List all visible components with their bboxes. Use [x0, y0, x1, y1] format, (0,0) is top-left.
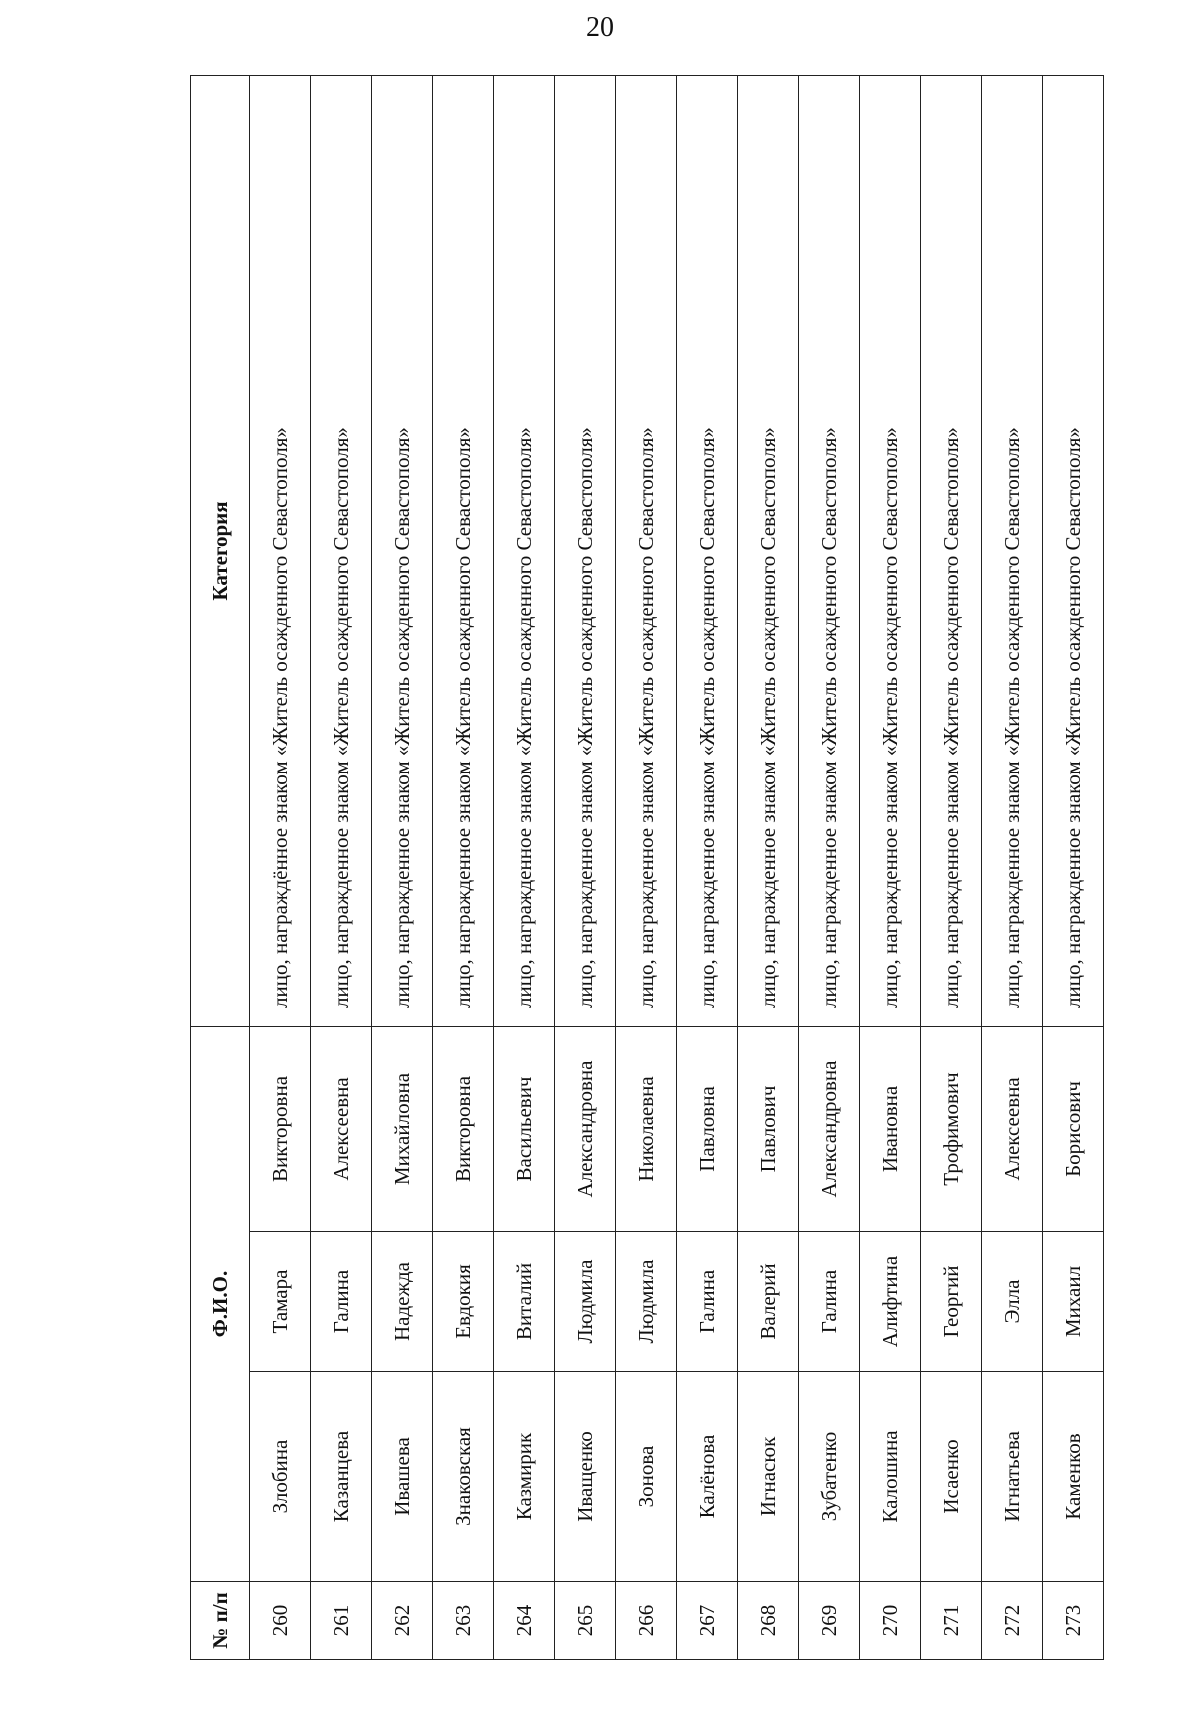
cell-patronymic: Михайловна — [372, 1026, 433, 1231]
cell-patronymic: Александровна — [555, 1026, 616, 1231]
table-row — [311, 75, 372, 1659]
registry-table — [190, 75, 1104, 1660]
table-row — [982, 75, 1043, 1659]
cell-category: лицо, награжденное знаком «Житель осажденного Севастополя» — [860, 75, 921, 1026]
cell-number: 269 — [799, 1582, 860, 1660]
cell-number: 262 — [372, 1582, 433, 1660]
cell-category: лицо, награжденное знаком «Житель осажденного Севастополя» — [372, 75, 433, 1026]
cell-surname: Злобина — [250, 1372, 311, 1582]
cell-patronymic: Трофимович — [921, 1026, 982, 1231]
cell-number: 263 — [433, 1582, 494, 1660]
cell-surname: Иващенко — [555, 1372, 616, 1582]
cell-first-name: Надежда — [372, 1232, 433, 1372]
cell-patronymic: Ивановна — [860, 1026, 921, 1231]
cell-surname: Зубатенко — [799, 1372, 860, 1582]
cell-category: лицо, награжденное знаком «Житель осажденного Севастополя» — [494, 75, 555, 1026]
cell-first-name: Михаил — [1043, 1232, 1104, 1372]
cell-category: лицо, награжденное знаком «Житель осажденного Севастополя» — [555, 75, 616, 1026]
cell-number: 272 — [982, 1582, 1043, 1660]
cell-number: 270 — [860, 1582, 921, 1660]
cell-number: 261 — [311, 1582, 372, 1660]
rotated-table-wrapper — [190, 76, 1103, 1660]
cell-patronymic: Викторовна — [250, 1026, 311, 1231]
cell-category: лицо, награжденное знаком «Житель осажденного Севастополя» — [738, 75, 799, 1026]
table-row — [250, 75, 311, 1659]
cell-category: лицо, награжденное знаком «Житель осажденного Севастополя» — [311, 75, 372, 1026]
cell-category: лицо, награжденное знаком «Житель осажденного Севастополя» — [677, 75, 738, 1026]
table-row — [799, 75, 860, 1659]
cell-surname: Знаковская — [433, 1372, 494, 1582]
cell-patronymic: Павлович — [738, 1026, 799, 1231]
cell-first-name: Галина — [311, 1232, 372, 1372]
header-category: Категория — [191, 75, 250, 1026]
cell-number: 265 — [555, 1582, 616, 1660]
cell-first-name: Алифтина — [860, 1232, 921, 1372]
table-row — [1043, 75, 1104, 1659]
table-row — [860, 75, 921, 1659]
table-row — [372, 75, 433, 1659]
cell-first-name: Евдокия — [433, 1232, 494, 1372]
cell-number: 264 — [494, 1582, 555, 1660]
cell-first-name: Валерий — [738, 1232, 799, 1372]
table-row — [494, 75, 555, 1659]
table-row — [921, 75, 982, 1659]
cell-first-name: Людмила — [616, 1232, 677, 1372]
cell-category: лицо, награжденное знаком «Житель осажденного Севастополя» — [433, 75, 494, 1026]
cell-surname: Зонова — [616, 1372, 677, 1582]
cell-number: 268 — [738, 1582, 799, 1660]
cell-patronymic: Викторовна — [433, 1026, 494, 1231]
cell-number: 273 — [1043, 1582, 1104, 1660]
cell-number: 260 — [250, 1582, 311, 1660]
cell-surname: Калёнова — [677, 1372, 738, 1582]
cell-patronymic: Александровна — [799, 1026, 860, 1231]
cell-patronymic: Павловна — [677, 1026, 738, 1231]
table-header-row — [191, 75, 250, 1659]
cell-surname: Игнатьева — [982, 1372, 1043, 1582]
cell-category: лицо, награжденное знаком «Житель осажденного Севастополя» — [616, 75, 677, 1026]
table-row — [555, 75, 616, 1659]
cell-first-name: Галина — [677, 1232, 738, 1372]
cell-category: лицо, награжденное знаком «Житель осажденного Севастополя» — [799, 75, 860, 1026]
cell-patronymic: Алексеевна — [311, 1026, 372, 1231]
cell-number: 266 — [616, 1582, 677, 1660]
cell-surname: Казмирик — [494, 1372, 555, 1582]
table-row — [738, 75, 799, 1659]
cell-category: лицо, награжденное знаком «Житель осажденного Севастополя» — [982, 75, 1043, 1026]
cell-category: лицо, награжденное знаком «Житель осажденного Севастополя» — [1043, 75, 1104, 1026]
cell-first-name: Людмила — [555, 1232, 616, 1372]
cell-first-name: Тамара — [250, 1232, 311, 1372]
cell-first-name: Галина — [799, 1232, 860, 1372]
cell-number: 271 — [921, 1582, 982, 1660]
cell-surname: Ивашева — [372, 1372, 433, 1582]
cell-first-name: Георгий — [921, 1232, 982, 1372]
cell-patronymic: Васильевич — [494, 1026, 555, 1231]
cell-surname: Каменков — [1043, 1372, 1104, 1582]
cell-number: 267 — [677, 1582, 738, 1660]
table-row — [433, 75, 494, 1659]
table-body — [250, 75, 1104, 1659]
cell-surname: Исаенко — [921, 1372, 982, 1582]
cell-surname: Калошина — [860, 1372, 921, 1582]
header-fio: Ф.И.О. — [191, 1026, 250, 1581]
cell-first-name: Элла — [982, 1232, 1043, 1372]
cell-surname: Игнасюк — [738, 1372, 799, 1582]
table-row — [677, 75, 738, 1659]
cell-patronymic: Алексеевна — [982, 1026, 1043, 1231]
page-number: 20 — [586, 12, 614, 43]
cell-surname: Казанцева — [311, 1372, 372, 1582]
header-number: № п/п — [191, 1582, 250, 1660]
cell-category: лицо, награждённое знаком «Житель осажденного Севастополя» — [250, 75, 311, 1026]
cell-first-name: Виталий — [494, 1232, 555, 1372]
cell-category: лицо, награжденное знаком «Житель осажденного Севастополя» — [921, 75, 982, 1026]
cell-patronymic: Борисович — [1043, 1026, 1104, 1231]
table-row — [616, 75, 677, 1659]
cell-patronymic: Николаевна — [616, 1026, 677, 1231]
